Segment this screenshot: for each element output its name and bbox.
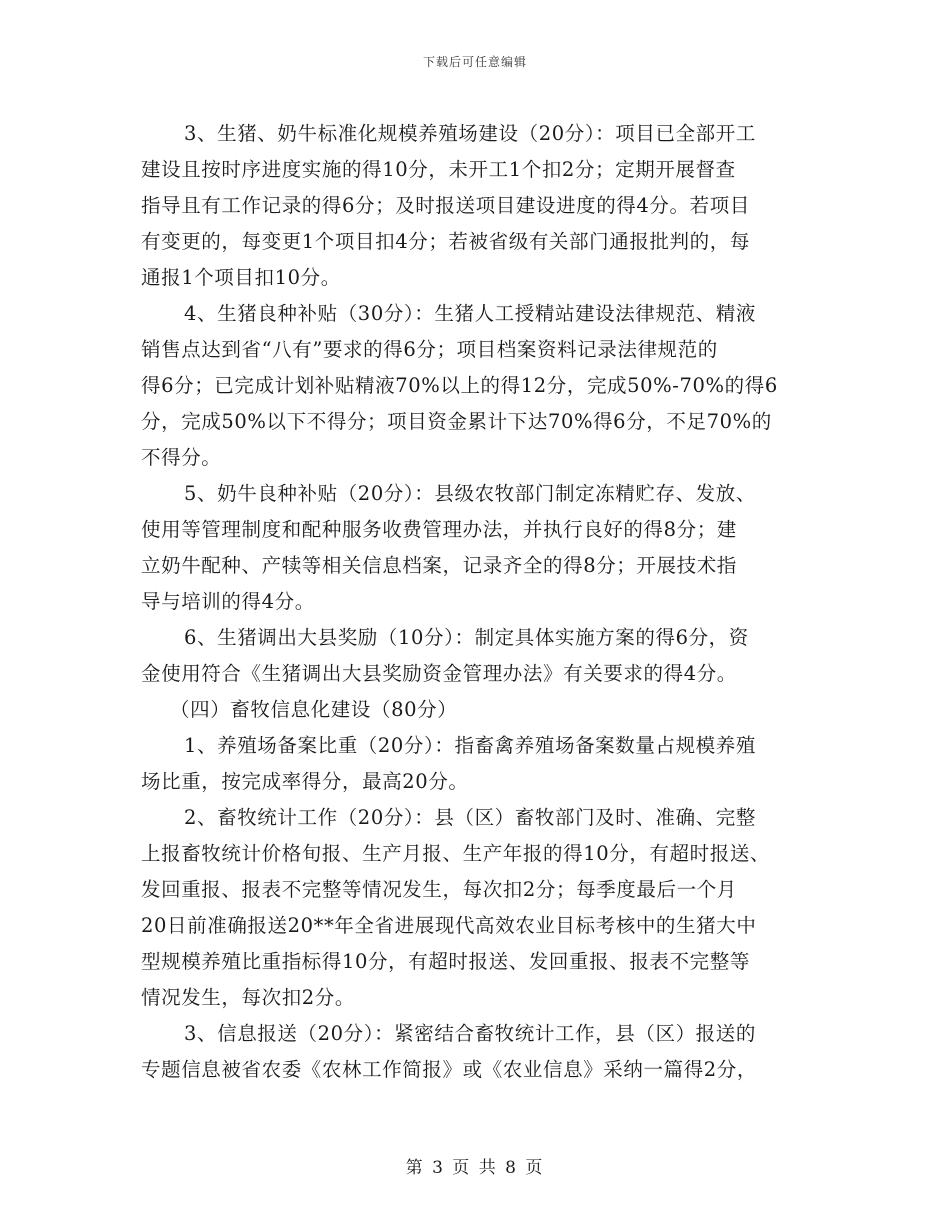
page-number: 第 3 页 共 8 页: [405, 1158, 545, 1178]
text-line: 上报畜牧统计价格旬报、生产月报、生产年报的得10分，有超时报送、: [141, 842, 771, 865]
text-line: 指导且有工作记录的得6分；及时报送项目建设进度的得4分。若项目: [141, 194, 750, 217]
text-line: 情况发生，每次扣2分。: [141, 986, 356, 1009]
text-line: 5、奶牛良种补贴（20分）：县级农牧部门制定冻精贮存、发放、: [184, 482, 756, 505]
text-line: （四）畜牧信息化建设（80分）: [170, 698, 458, 721]
text-line: 2、畜牧统计工作（20分）：县（区）畜牧部门及时、准确、完整: [184, 806, 756, 829]
text-line: 导与培训的得4分。: [141, 590, 315, 613]
text-line: 使用等管理制度和配种服务收费管理办法，并执行良好的得8分；建: [141, 518, 737, 541]
text-line: 销售点达到省“八有”要求的得6分；项目档案资料记录法律规范的: [141, 338, 718, 361]
text-line: 发回重报、报表不完整等情况发生，每次扣2分；每季度最后一个月: [141, 878, 737, 901]
text-line: 立奶牛配种、产犊等相关信息档案，记录齐全的得8分；开展技术指: [141, 554, 737, 577]
text-line: 金使用符合《生猪调出大县奖励资金管理办法》有关要求的得4分。: [141, 662, 737, 685]
text-line: 6、生猪调出大县奖励（10分）：制定具体实施方案的得6分，资: [184, 626, 749, 649]
text-line: 3、生猪、奶牛标准化规模养殖场建设（20分）：项目已全部开工: [184, 122, 756, 145]
text-line: 有变更的，每变更1个项目扣4分；若被省级有关部门通报批判的，每: [141, 230, 750, 253]
text-line: 分，完成50%以下不得分；项目资金累计下达70%得6分，不足70%的: [141, 410, 772, 433]
text-line: 1、养殖场备案比重（20分）：指畜禽养殖场备案数量占规模养殖: [184, 734, 756, 757]
page-header-note: 下载后可任意编辑: [422, 55, 527, 69]
text-line: 专题信息被省农委《农林工作简报》或《农业信息》采纳一篇得2分，: [141, 1058, 758, 1081]
text-line: 场比重，按完成率得分，最高20分。: [141, 770, 469, 793]
text-line: 3、信息报送（20分）：紧密结合畜牧统计工作，县（区）报送的: [184, 1022, 756, 1045]
text-line: 得6分；已完成计划补贴精液70%以上的得12分，完成50%-70%的得6: [141, 374, 778, 397]
text-line: 不得分。: [141, 446, 222, 469]
document-body: [141, 116, 816, 1088]
text-line: 4、生猪良种补贴（30分）：生猪人工授精站建设法律规范、精液: [184, 302, 756, 325]
text-line: 20日前准确报送20**年全省进展现代高效农业目标考核中的生猪大中: [141, 914, 757, 937]
text-line: 型规模养殖比重指标得10分，有超时报送、发回重报、报表不完整等: [141, 950, 750, 973]
text-line: 建设且按时序进度实施的得10分，未开工1个扣2分；定期开展督查: [141, 158, 736, 181]
text-line: 通报1个项目扣10分。: [141, 266, 341, 289]
